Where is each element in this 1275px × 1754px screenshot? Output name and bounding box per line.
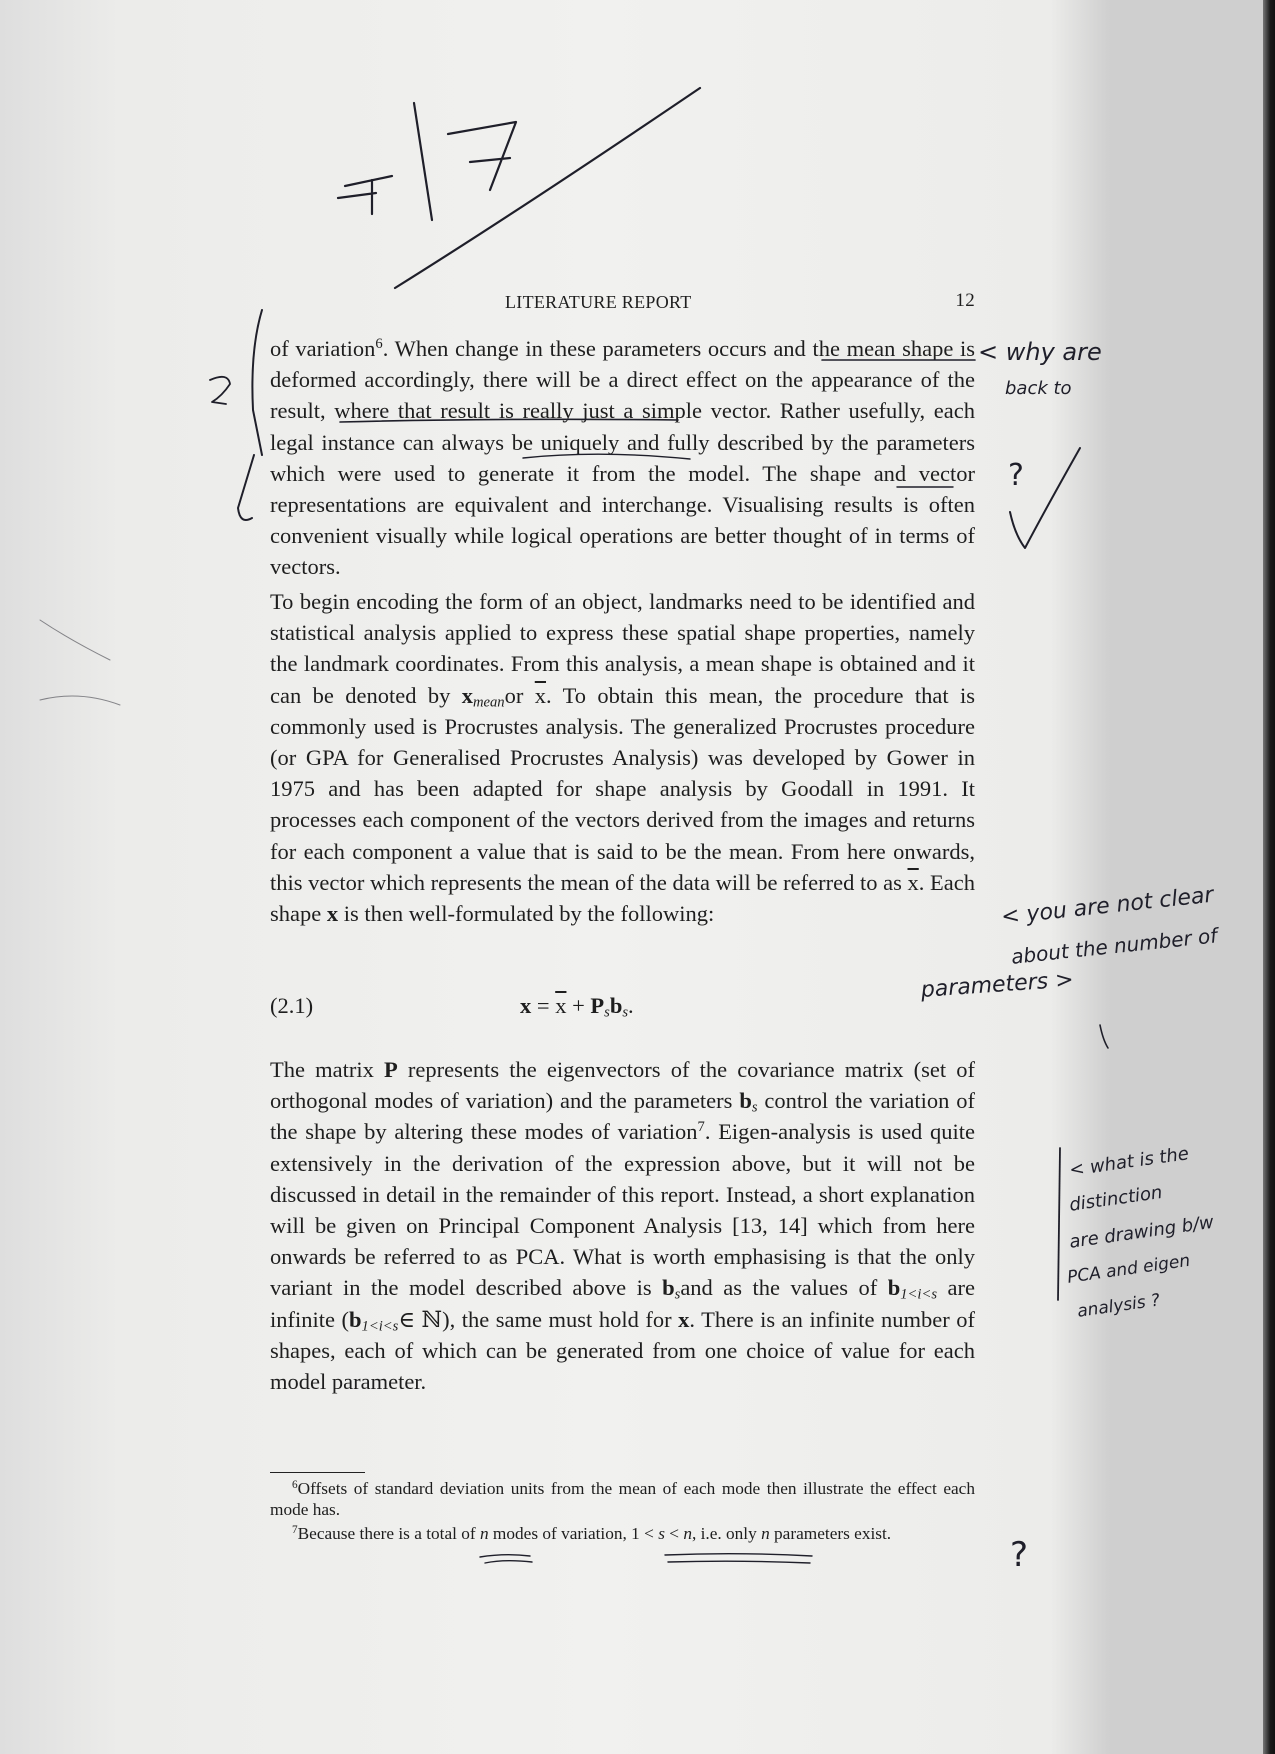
underline-mark xyxy=(665,1554,812,1563)
math-s: s xyxy=(658,1524,665,1543)
footnote-text: Because there is a total of xyxy=(297,1524,480,1543)
math-n: n xyxy=(761,1524,770,1543)
equation-number: (2.1) xyxy=(270,993,314,1018)
footnote-ref-7[interactable]: 7 xyxy=(697,1119,705,1136)
p2-text: . Each shape xyxy=(270,869,975,927)
underline-mark xyxy=(340,419,678,422)
math-b: b xyxy=(739,1088,752,1114)
p3-text: ∈ ℕ), the same must hold for xyxy=(398,1306,679,1332)
pencil-scribble xyxy=(40,620,130,1754)
margin-note-distinct-2: distinction xyxy=(1068,1181,1164,1216)
margin-note-params-1: < you are not clear xyxy=(1000,882,1215,930)
p2-text: To begin encoding the form of an object, landmarks need to be identified and statistical analysis applied to express these spatial shape properties, namely the landmark coordinates. From this analysis, a mean shape is obtained and it can be denoted by xyxy=(270,589,975,708)
math-sub-range: 1<i<s xyxy=(900,1287,938,1304)
math-xbar: $\overline{x}$ xyxy=(907,869,919,895)
p3-text: represents the eigenvectors of the covariance matrix (set of orthogonal modes of variation) and the parameters xyxy=(270,1057,976,1114)
underline-mark xyxy=(480,1555,532,1563)
checkmark-icon xyxy=(238,455,254,520)
math-plus: + xyxy=(566,993,591,1018)
math-b: b xyxy=(609,993,623,1018)
math-sub-s: s xyxy=(674,1287,681,1304)
math-b: b xyxy=(887,1275,901,1301)
p3-text: control the variation of the shape by altering these modes of variation xyxy=(270,1088,975,1145)
math-b: b xyxy=(662,1275,675,1301)
footnote-text: parameters exist. xyxy=(769,1524,892,1543)
margin-note-question-2: ? xyxy=(1010,1535,1029,1575)
footnote-ref-6[interactable]: 6 xyxy=(375,335,383,352)
footnote-text: , i.e. only xyxy=(691,1524,762,1543)
p2-text: . To obtain this mean, the procedure that is commonly used is Procrustes analysis. The generalized Procrustes procedure (or GPA for Generalised Procrustes Analysis) was developed by Gower in 1975 and has been adapted for shape analysis by Goodall in 1991. It processes each component of the vectors derived from the images and returns for each component a value that is said to be the mean. From here onwards, this vector which represents the mean of the data will be referred to as xyxy=(270,682,976,895)
footnote-text: < xyxy=(664,1524,684,1543)
p3-text: The matrix xyxy=(270,1057,384,1082)
checkmark-icon xyxy=(210,377,230,404)
math-equals: = xyxy=(531,993,556,1018)
p3-text: are infinite ( xyxy=(270,1275,975,1332)
footnote-mark: 6 xyxy=(292,1478,298,1491)
math-x: x xyxy=(678,1306,690,1332)
footnote-text: Offsets of standard deviation units from the mean of each mode then illustrate the effect each mode has. xyxy=(270,1479,975,1519)
grade-mark-icon xyxy=(338,88,700,288)
math-period: . xyxy=(628,993,634,1018)
math-sub-mean: mean xyxy=(472,694,505,711)
header-title: LITERATURE REPORT xyxy=(505,292,692,312)
underline-mark xyxy=(523,454,690,459)
math-P: P xyxy=(384,1057,398,1082)
p1-text: of variation xyxy=(270,336,376,361)
checkmark-icon xyxy=(1100,1025,1108,1048)
math-sub-s: s xyxy=(751,1099,758,1116)
margin-note-distinct-3: are drawing b/w xyxy=(1068,1211,1216,1253)
math-xbar: $\overline{x}$ xyxy=(534,682,547,708)
checkmark-icon xyxy=(252,310,262,455)
p3-text: . Eigen-analysis is used quite extensively in the derivation of the expression above, but it will not be discussed in detail in the remainder of this report. Instead, a short explanation will be given on Principal Component Analysis [13, 14] which from here onwards be referred to as PCA. What is worth emphasising is that the only variant in the model described above is xyxy=(270,1119,975,1301)
p3-text: . There is an infinite number of shapes, each of which can be generated from one choice of value for each model parameter. xyxy=(270,1306,975,1395)
math-x: x xyxy=(326,901,339,927)
math-x: x xyxy=(520,993,532,1018)
p1-text: . When change in these parameters occurs and the mean shape is deformed accordingly, there will be a direct effect on the appearance of the result, where that result is really just a simple vector. Rather usefully, each legal instance can always be uniquely and fully described by the parameters which were used to generate it from the model. The shape and vector representations are equivalent and interchange. Visualising results is often convenient visually while logical operations are better thought of in terms of vectors. xyxy=(270,336,975,580)
math-sub-range: 1<i<s xyxy=(361,1318,399,1335)
p2-text: is then well-formulated by the following: xyxy=(338,901,715,927)
math-P: P xyxy=(590,993,605,1018)
margin-note-distinct-1: < what is the xyxy=(1068,1143,1191,1181)
margin-note-distinct-5: analysis ? xyxy=(1076,1290,1162,1322)
math-n: n xyxy=(479,1524,489,1543)
margin-note-params-2: about the number of xyxy=(1010,923,1219,969)
footnote-mark: 7 xyxy=(292,1523,298,1536)
page-number: 12 xyxy=(955,290,975,311)
footnote-text: modes of variation, 1 < xyxy=(488,1524,659,1543)
margin-note-params-3: parameters > xyxy=(920,967,1075,1003)
bracket-mark xyxy=(1058,1148,1060,1300)
margin-note-question: ? xyxy=(1008,458,1024,493)
math-x: x xyxy=(461,682,473,708)
math-sub-s: s xyxy=(604,1004,610,1021)
math-b: b xyxy=(349,1306,362,1332)
margin-note-distinct-4: PCA and eigen xyxy=(1066,1250,1192,1288)
math-n: n xyxy=(683,1524,692,1543)
math-xbar: $\overline{x}$ xyxy=(555,993,567,1018)
margin-note-back: back to xyxy=(1005,378,1072,399)
margin-note-why: < why are xyxy=(978,338,1102,366)
p2-text: or xyxy=(504,682,535,708)
math-sub-s: s xyxy=(622,1004,629,1021)
p3-text: and as the values of xyxy=(680,1275,888,1301)
